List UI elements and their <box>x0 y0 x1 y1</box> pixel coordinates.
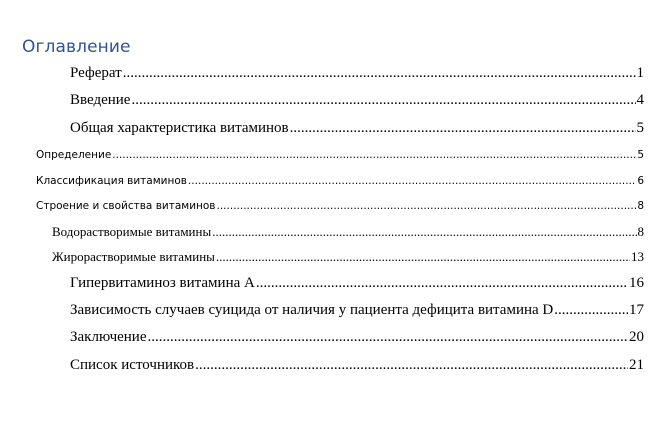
toc-entry-title: Введение <box>70 92 131 108</box>
toc-entry-referat[interactable] <box>70 65 644 82</box>
toc-entry-suicide-vitamin-d[interactable] <box>70 302 644 319</box>
toc-entry-page: 21 <box>629 357 644 373</box>
toc-entry-fat-soluble[interactable] <box>52 249 644 265</box>
toc-leader-dots <box>188 175 636 187</box>
toc-leader-dots <box>112 149 636 161</box>
toc-entry-title: Водорастворимые витамины <box>52 224 212 239</box>
toc-entry-title: Определение <box>36 149 112 161</box>
toc-entry-page: 6 <box>637 175 644 187</box>
toc-leader-dots <box>131 92 635 109</box>
toc-entry-general-characteristics[interactable] <box>70 120 644 137</box>
toc-entry-title: Общая характеристика витаминов <box>70 120 289 136</box>
toc-leader-dots <box>290 120 636 137</box>
toc-entry-page: 8 <box>637 200 644 212</box>
toc-leader-dots <box>212 224 636 240</box>
toc-leader-dots <box>123 65 636 82</box>
toc-leader-dots <box>256 275 628 292</box>
toc-entry-page: 8 <box>637 224 644 239</box>
toc-entry-page: 20 <box>629 329 644 345</box>
toc-heading: Оглавление <box>22 37 131 57</box>
toc-entry-title: Гипервитаминоз витамина А <box>70 275 255 291</box>
toc-leader-dots <box>216 249 630 265</box>
toc-entry-title: Заключение <box>70 329 147 345</box>
toc-entry-title: Классификация витаминов <box>36 175 187 187</box>
toc-leader-dots <box>148 329 629 346</box>
toc-entry-conclusion[interactable] <box>70 329 644 346</box>
toc-entry-classification[interactable] <box>36 175 644 187</box>
toc-entry-definition[interactable] <box>36 149 644 161</box>
toc-entry-introduction[interactable] <box>70 92 644 109</box>
toc-entry-page: 5 <box>637 149 644 161</box>
toc-entry-title: Строение и свойства витаминов <box>36 200 216 212</box>
toc-entry-page: 17 <box>629 302 644 318</box>
toc-entry-sources[interactable] <box>70 357 644 374</box>
toc-entry-title: Жирорастворимые витамины <box>52 249 215 264</box>
toc-entry-title: Реферат <box>70 65 122 81</box>
toc-entry-title: Зависимость случаев суицида от наличия у пациента дефицита витамина D <box>70 302 554 318</box>
toc-entry-page: 1 <box>636 65 644 81</box>
toc-entry-water-soluble[interactable] <box>52 224 644 240</box>
toc-leader-dots <box>554 302 628 319</box>
toc-leader-dots <box>195 357 628 374</box>
toc-entry-title: Список источников <box>70 357 195 373</box>
toc-entry-page: 4 <box>636 92 644 108</box>
toc-leader-dots <box>217 200 637 212</box>
toc-entry-hypervitaminosis-a[interactable] <box>70 275 644 292</box>
toc-entry-page: 5 <box>636 120 644 136</box>
toc-entry-page: 13 <box>631 249 644 264</box>
toc-entry-structure-properties[interactable] <box>36 200 644 212</box>
toc-entry-page: 16 <box>629 275 644 291</box>
